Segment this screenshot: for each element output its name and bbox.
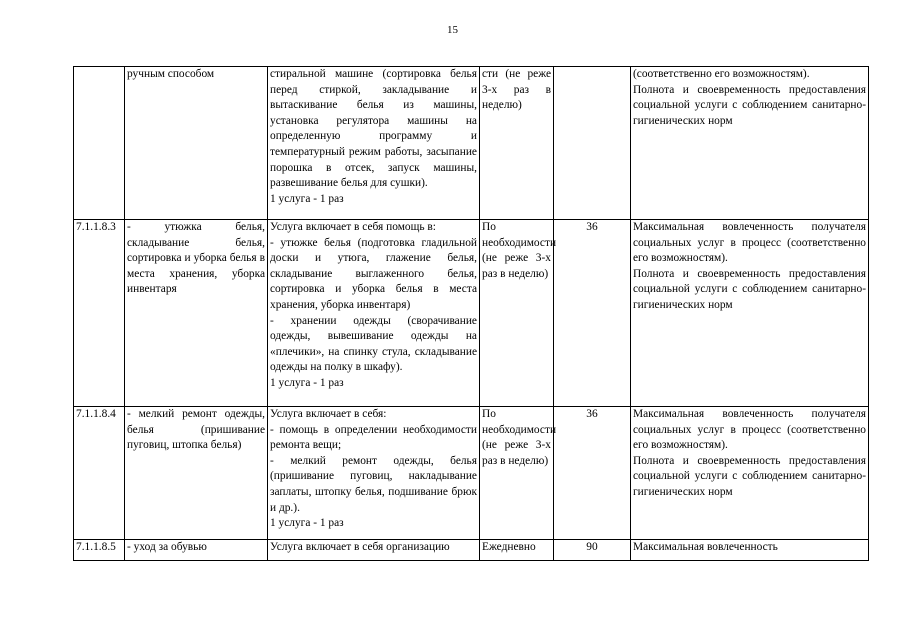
service-name-cell: ручным способом xyxy=(125,67,268,220)
service-name-cell: - утюжка белья, складывание белья, сортировка и уборка белья в места хранения, уборка инвентаря xyxy=(125,220,268,407)
service-number-cell: 7.1.1.8.3 xyxy=(74,220,125,407)
description-line: 1 услуга - 1 раз xyxy=(270,192,344,205)
criteria-line: Максимальная вовлеченность xyxy=(633,541,778,553)
description-line: - помощь в определении необходимости ремонта вещи; xyxy=(270,423,477,452)
description-line: - хранении одежды (сворачивание одежды, вывешивание одежды на «плечики», на спинку стула, складывание одежды на полку в шкафу). xyxy=(270,314,477,374)
service-number-cell: 7.1.1.8.5 xyxy=(74,540,125,561)
page-number: 15 xyxy=(447,24,458,36)
description-line: - утюжке белья (подготовка гладильной доски и утюга, глажение белья, складывание выглаженного белья, сортировка и уборка белья в места хранения, уборка инвентаря) xyxy=(270,236,477,311)
description-line: 1 услуга - 1 раз xyxy=(270,376,344,389)
table-row xyxy=(74,220,869,407)
table-row xyxy=(74,407,869,540)
quality-criteria-cell xyxy=(631,540,869,561)
frequency-cell: Ежедневно xyxy=(480,540,554,561)
time-cell: 36 xyxy=(554,220,631,407)
time-cell: 90 xyxy=(554,540,631,561)
criteria-line: Максимальная вовлеченность получателя социальных услуг в процесс (соответственно его возможностям). xyxy=(633,221,866,265)
time-cell: 36 xyxy=(554,407,631,540)
description-line: стиральной машине (сортировка белья перед стиркой, закладывание и вытаскивание белья из машины, установка регулятора машины на определенную программу и температурный режим работы, засыпание порошка в отсек, запуск машины, развешивание белья для сушки). xyxy=(270,68,477,190)
frequency-cell: По необходимости (не реже 3-х раз в неделю) xyxy=(480,220,554,407)
service-description-cell xyxy=(268,540,480,561)
frequency-cell: По необходимости (не реже 3-х раз в неделю) xyxy=(480,407,554,540)
service-number-cell: 7.1.1.8.4 xyxy=(74,407,125,540)
service-name-cell: - уход за обувью xyxy=(125,540,268,561)
criteria-line: Максимальная вовлеченность получателя социальных услуг в процесс (соответственно его возможностям). xyxy=(633,408,866,452)
time-cell xyxy=(554,67,631,220)
criteria-line: Полнота и своевременность предоставления социальной услуги с соблюдением санитарно-гигиенических норм xyxy=(633,454,866,498)
service-description-cell xyxy=(268,67,480,220)
quality-criteria-cell xyxy=(631,67,869,220)
table-row xyxy=(74,540,869,561)
frequency-cell: сти (не реже 3-х раз в неделю) xyxy=(480,67,554,220)
description-line: 1 услуга - 1 раз xyxy=(270,517,344,530)
table-row xyxy=(74,67,869,220)
quality-criteria-cell xyxy=(631,220,869,407)
services-table xyxy=(73,66,869,561)
service-description-cell xyxy=(268,220,480,407)
service-name-cell: - мелкий ремонт одежды, белья (пришивание пуговиц, штопка белья) xyxy=(125,407,268,540)
description-line: - мелкий ремонт одежды, белья (пришивание пуговиц, накладывание заплаты, штопку белья, подшивание брюк и др.). xyxy=(270,454,477,514)
description-line: Услуга включает в себя: xyxy=(270,408,387,420)
service-description-cell xyxy=(268,407,480,540)
criteria-line: (соответственно его возможностям). xyxy=(633,68,810,80)
description-line: Услуга включает в себя организацию xyxy=(270,541,450,553)
criteria-line: Полнота и своевременность предоставления социальной услуги с соблюдением санитарно-гигиенических норм xyxy=(633,83,866,127)
description-line: Услуга включает в себя помощь в: xyxy=(270,221,436,233)
service-number-cell xyxy=(74,67,125,220)
quality-criteria-cell xyxy=(631,407,869,540)
criteria-line: Полнота и своевременность предоставления социальной услуги с соблюдением санитарно-гигиенических норм xyxy=(633,267,866,311)
